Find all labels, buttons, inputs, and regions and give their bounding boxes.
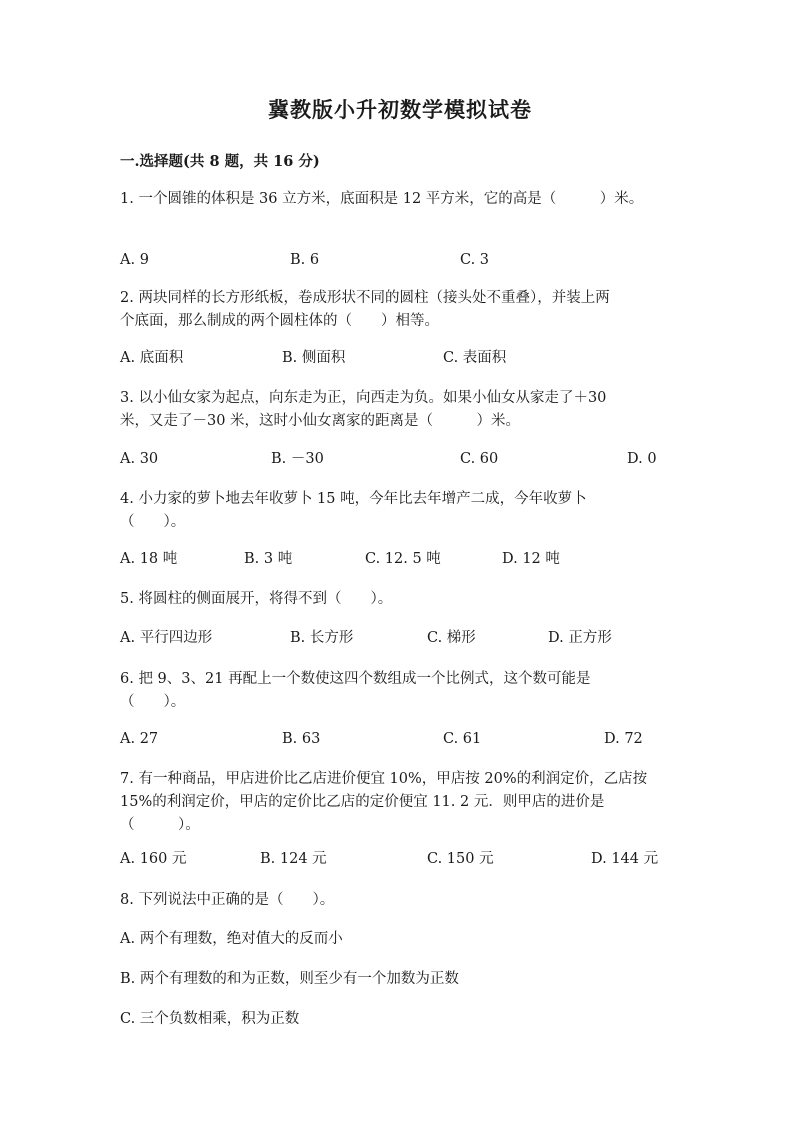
question-6-line-2: （ ）。: [120, 694, 186, 710]
question-6-line-1: 6. 把 9、3、21 再配上一个数使这四个数组成一个比例式，这个数可能是: [120, 671, 591, 687]
question-7-option-a: A. 160 元: [120, 851, 187, 867]
question-6-option-a: A. 27: [120, 731, 159, 747]
question-8: [120, 889, 685, 912]
question-1-line-1: 1. 一个圆锥的体积是 36 立方米，底面积是 12 平方米，它的高是（ ）米。: [120, 191, 644, 207]
question-4-option-d: D. 12 吨: [502, 551, 560, 567]
question-7-line-3: （ ）。: [120, 817, 200, 833]
question-2: [120, 287, 685, 333]
question-2-line-1: 2. 两块同样的长方形纸板，卷成形状不同的圆柱（接头处不重叠），并装上两: [120, 290, 610, 306]
question-7-option-c: C. 150 元: [427, 851, 494, 867]
question-3-line-1: 3. 以小仙女家为起点，向东走为正，向西走为负。如果小仙女从家走了＋30: [120, 390, 607, 406]
question-4-option-a: A. 18 吨: [120, 551, 178, 567]
question-5-option-d: D. 正方形: [548, 630, 612, 646]
question-2-option-c: C. 表面积: [443, 350, 507, 366]
question-4-option-b: B. 3 吨: [244, 551, 293, 567]
question-1-option-b: B. 6: [290, 252, 320, 268]
question-3: [120, 387, 685, 433]
question-8-option-c: C. 三个负数相乘，积为正数: [120, 1011, 300, 1027]
question-7-line-1: 7. 有一种商品，甲店进价比乙店进价便宜 10%，甲店按 20%的利润定价，乙店按: [120, 771, 648, 787]
question-4: [120, 488, 685, 534]
section-heading: 一.选择题(共 8 题，共 16 分): [120, 153, 320, 170]
question-7-line-2: 15%的利润定价，甲店的定价比乙店的定价便宜 11. 2 元．则甲店的进价是: [120, 794, 605, 810]
question-2-line-2: 个底面，那么制成的两个圆柱体的（ ）相等。: [120, 313, 439, 329]
question-8-option-b: B. 两个有理数的和为正数，则至少有一个加数为正数: [120, 971, 459, 987]
question-2-option-b: B. 侧面积: [282, 350, 346, 366]
question-4-option-c: C. 12. 5 吨: [365, 551, 441, 567]
question-5-option-c: C. 梯形: [427, 630, 476, 646]
question-8-option-a: A. 两个有理数，绝对值大的反而小: [120, 931, 343, 947]
question-2-option-a: A. 底面积: [120, 350, 184, 366]
question-7-option-d: D. 144 元: [591, 851, 659, 867]
question-1-option-a: A. 9: [120, 252, 149, 268]
question-5-line-1: 5. 将圆柱的侧面展开，将得不到（ ）。: [120, 591, 393, 607]
question-6-option-d: D. 72: [604, 731, 643, 747]
question-4-line-1: 4. 小力家的萝卜地去年收萝卜 15 吨，今年比去年增产二成，今年收萝卜: [120, 491, 587, 507]
question-7: [120, 768, 695, 837]
question-8-line-1: 8. 下列说法中正确的是（ ）。: [120, 892, 335, 908]
question-6: [120, 668, 685, 714]
question-3-option-d: D. 0: [627, 451, 657, 467]
question-1-option-c: C. 3: [460, 252, 490, 268]
question-5-option-a: A. 平行四边形: [120, 630, 213, 646]
question-6-option-b: B. 63: [282, 731, 321, 747]
question-5: [120, 588, 685, 611]
question-3-line-2: 米，又走了－30 米，这时小仙女离家的距离是（ ）米。: [120, 413, 521, 429]
question-1: [120, 188, 685, 211]
question-5-option-b: B. 长方形: [290, 630, 354, 646]
question-4-line-2: （ ）。: [120, 514, 186, 530]
question-3-option-b: B. －30: [271, 451, 324, 467]
question-3-option-a: A. 30: [120, 451, 159, 467]
exam-title: 冀教版小升初数学模拟试卷: [268, 97, 532, 122]
question-7-option-b: B. 124 元: [260, 851, 327, 867]
question-6-option-c: C. 61: [443, 731, 482, 747]
question-3-option-c: C. 60: [460, 451, 499, 467]
